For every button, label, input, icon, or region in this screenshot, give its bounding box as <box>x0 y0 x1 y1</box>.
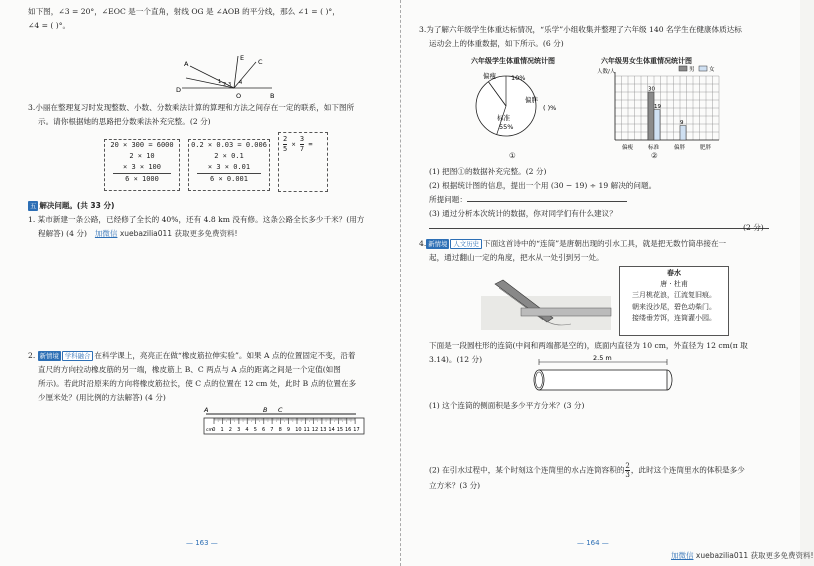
ruler-tick-label: 17 <box>353 427 360 433</box>
ruler-tick-label: 13 <box>320 427 327 433</box>
point-C: C <box>278 406 283 414</box>
label-B: B <box>270 92 275 100</box>
page-number-right: — 164 — <box>577 539 609 547</box>
q3-line2: 示。请你根据她的思路把分数乘法补充完整。(2 分) <box>38 117 211 126</box>
pie-pct-pianpang: ( )% <box>543 104 557 112</box>
pie-chart-title: 六年级学生体重情况统计图 <box>471 57 555 65</box>
r-q4-line2: 起，通过翻山一定的角度，把水从一处引到另一处。 <box>429 253 604 262</box>
bar-男 <box>648 92 654 140</box>
label-angle-3: 3 <box>228 82 232 88</box>
fraction-multiplication-box <box>278 132 328 192</box>
ruler-tick-label: 3 <box>237 427 241 433</box>
ruler-tick-label: 16 <box>345 427 352 433</box>
bar-category-label: 标准 <box>648 145 660 151</box>
ruler-tick-label: 5 <box>253 427 257 433</box>
label-angle-2: 2 <box>223 82 227 88</box>
integer-multiplication-box: 20 × 300 = 6000 2 × 10 × 3 × 100 6 × 1000 <box>104 139 180 191</box>
pie-pct-biaozhun: 55% <box>499 123 514 131</box>
bar-data-label: 30 <box>648 86 655 93</box>
left-page <box>0 0 400 566</box>
ruler-tick-label: 1 <box>220 427 224 433</box>
r-q3-part1: (1) 把图①的数据补充完整。(2 分) <box>429 167 547 176</box>
ruler-unit: cm <box>206 428 213 433</box>
label-E: E <box>240 54 245 62</box>
bamboo-pipe-illustration <box>481 278 611 330</box>
legend-swatch <box>679 66 687 71</box>
bar-y-axis-label: 人数/人 <box>597 69 616 75</box>
problem1-line2: 程解答) (4 分) 加微信 xuebazilia011 获取更多免费资料! <box>38 229 238 238</box>
point-B: B <box>263 406 268 414</box>
bar-category-label: 偏瘦 <box>622 145 634 151</box>
ruler-tick-label: 4 <box>245 427 249 433</box>
q3-line1: 3.小丽在整理复习时发现整数、小数、分数乘法计算的算理和方法之间存在一定的联系，如下图所 <box>28 103 355 112</box>
bar-figure-number: ② <box>651 151 658 160</box>
bar-chart <box>597 66 727 156</box>
r-q3-part3-score: (2 分) <box>743 223 764 232</box>
ruler-tick-label: 12 <box>311 427 319 433</box>
pie-pct-pianshou: 10% <box>511 74 526 82</box>
r-q4-part2: (2) 在引水过程中，某个时刻这个连筒里的水占连筒容积的 $\frac{2}{3}$ ，此时这个连筒里水的体积是多少 <box>429 462 745 479</box>
r-q3-line2: 运动会上的体重数据，如下所示。(6 分) <box>429 39 564 48</box>
page-number-left: — 163 — <box>186 539 218 547</box>
angle-question-line2: ∠4 = ( )°。 <box>28 21 71 30</box>
ruler-tick-label: 15 <box>336 427 344 433</box>
label-angle-4: 4 <box>239 80 243 86</box>
bar-data-label: 19 <box>654 104 661 111</box>
wechat-watermark-prefix: 加微信 <box>94 229 118 238</box>
r-q4-line1: 4. 新情境 人文历史 下面这首诗中的“连筒”是唐朝出现的引水工具，就是把无数竹筒串接在一 <box>419 239 727 248</box>
problem1-line1: 1. 某市新建一条公路，已经修了全长的 40%，还有 4.8 km 没有修。这条公路全长多少千米？(用方 <box>28 215 365 224</box>
r-q3-part2: (2) 根据统计图的信息，提出一个用 (30 − 19) ÷ 19 解决的问题。 <box>429 181 657 190</box>
ruler-tick-label: 11 <box>303 427 310 433</box>
ruler-tick-label: 2 <box>228 427 232 433</box>
r-q4-desc2: 3.14)。(12 分) <box>429 355 483 364</box>
legend-swatch <box>699 66 707 71</box>
ruler-tick-label: 8 <box>278 427 282 433</box>
r-q4-desc1: 下面是一段圆柱形的连筒(中间和两端都是空的)，底面内直径为 10 cm，外直径为 12 cm(π 取 <box>429 341 748 350</box>
label-A: A <box>184 60 189 68</box>
r-q3-part3: (3) 通过分析本次统计的数据，你对同学们有什么建议？ <box>429 209 617 218</box>
decimal-multiplication-box: 0.2 × 0.03 = 0.006 2 × 0.1 × 3 × 0.01 6 × 0.001 <box>188 139 270 191</box>
poem-box: 春水 唐 · 杜甫 三月桃花浪，江流复旧痕。 朝来没沙尾，碧色动柴门。 接缕垂芳饵，连筒灌小园。 <box>619 266 729 336</box>
bar-category-label: 肥胖 <box>700 145 712 151</box>
cylinder-pipe-diagram <box>529 354 679 396</box>
r-q4-part1: (1) 这个连筒的侧面积是多少平方分米？(3 分) <box>429 401 585 410</box>
label-angle-1: 1 <box>218 79 222 85</box>
bar-data-label: 9 <box>680 120 684 127</box>
label-O: O <box>236 92 242 100</box>
pie-label-pianpang: 偏胖 <box>525 96 538 104</box>
ruler-diagram <box>200 404 370 438</box>
problem2-line4: 少厘米处？(用比例的方法解答) (4 分) <box>38 393 166 402</box>
suggestion-answer-line[interactable] <box>429 228 769 229</box>
problem2-line1: 2. 新情境 学科融合 在科学课上，亮亮正在做“橡皮筋拉伸实验”。如果 A 点的位置固定不变，沿着 <box>28 351 356 360</box>
wechat-watermark-bottom: 加微信 xuebazilia011 获取更多免费资料! <box>671 551 814 560</box>
r-q3-line1: 3.为了解六年级学生体重达标情况，“乐学”小组收集并整理了六年级 140 名学生在健康体质达标 <box>419 25 742 34</box>
label-D: D <box>176 86 182 94</box>
label-C: C <box>258 58 263 66</box>
bar-chart-title: 六年级男女生体重情况统计图 <box>601 57 692 65</box>
ruler-tick-label: 14 <box>328 427 335 433</box>
pie-figure-number: ① <box>509 151 516 160</box>
right-page <box>400 0 814 566</box>
pie-label-biaozhun: 标准 <box>497 114 510 122</box>
ruler-tick-label: 7 <box>270 427 274 433</box>
ruler-tick-label: 9 <box>286 427 291 433</box>
ruler-tick-label: 6 <box>262 427 266 433</box>
pipe-length-label: 2.5 m <box>593 354 612 362</box>
angle-diagram <box>176 52 276 100</box>
pie-label-pianshou: 偏瘦 <box>483 72 496 80</box>
problem2-line2: 直尺的方向拉动橡皮筋的另一端，橡皮筋上 B、C 两点与 A 点的距离之间是一个定值(如图 <box>38 365 341 374</box>
ruler-tick-label: 0 <box>212 427 216 433</box>
question-answer-line[interactable] <box>467 201 627 202</box>
fraction-expression: $\frac{2}{5}$ × $\frac{3}{7}$ = <box>283 135 313 153</box>
ruler-tick-label: 10 <box>295 427 302 433</box>
bar-女 <box>654 110 660 140</box>
problem2-line3: 所示)。若此时沿原来的方向将橡皮筋拉长，使 C 点的位置在 12 cm 处，此时 B 点的位置在多 <box>38 379 357 388</box>
bar-category-label: 偏胖 <box>674 145 686 151</box>
legend-label: 女 <box>709 67 715 73</box>
bar-女 <box>680 126 686 140</box>
pie-chart <box>461 66 571 146</box>
r-q4-part2-cont: 立方米？(3 分) <box>429 481 481 490</box>
legend-label: 男 <box>689 67 695 73</box>
angle-question-line1: 如下图，∠3 = 20°，∠EOC 是一个直角，射线 OG 是 ∠AOB 的平分线，那么 ∠1 = ( )°， <box>28 7 340 16</box>
section-five-header: 五 解决问题。(共 33 分) <box>30 201 115 210</box>
point-A: A <box>204 406 209 414</box>
r-q3-part2-prompt: 所提问题： <box>429 194 627 205</box>
